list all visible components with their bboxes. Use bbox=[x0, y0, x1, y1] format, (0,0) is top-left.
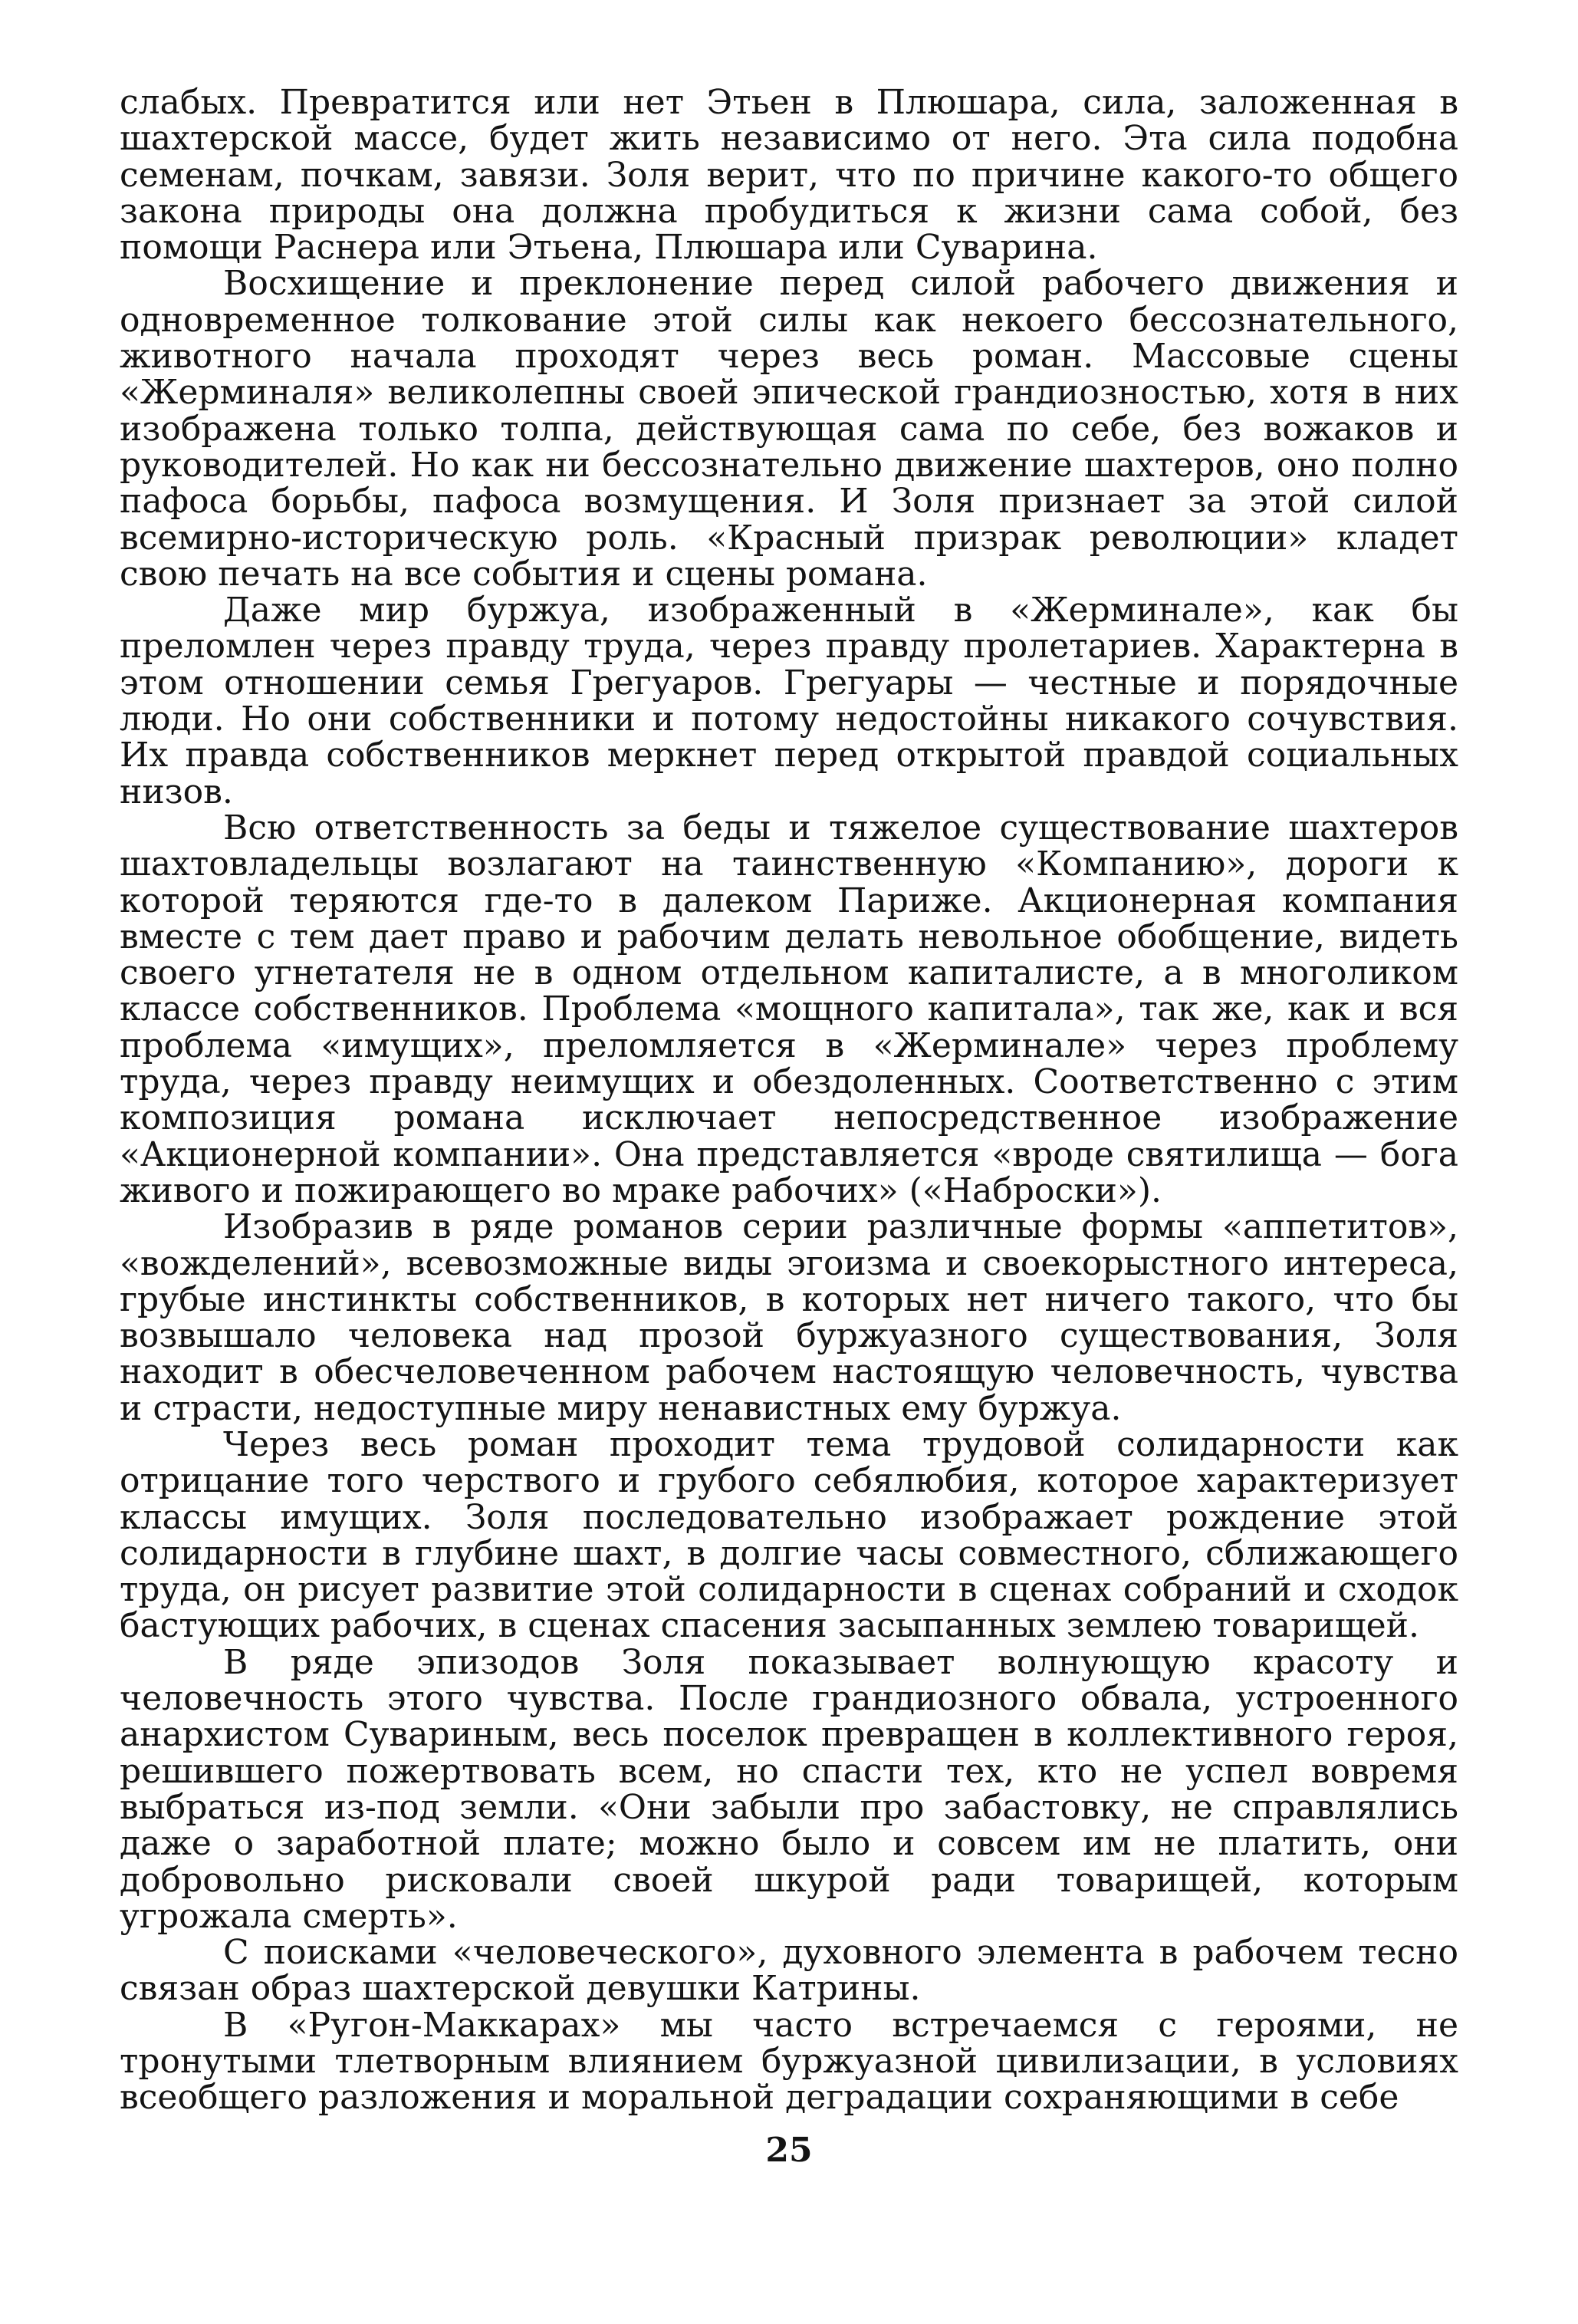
paragraph-8: С поисками «человеческого», духовного элемента в рабочем тесно связан образ шахтерской девушки Катрины. bbox=[120, 1933, 1458, 2009]
paragraph-7: В ряде эпизодов Золя показывает волнующую красоту и человечность этого чувства. После грандиозного обвала, устроенного анархистом Сувариным, весь поселок превращен в коллективного героя, решившего пожертвовать всем, но спасти тех, кто не успел вовремя выбраться из-под земли. «Они забыли про забастовку, не справлялись даже о заработной плате; можно было и совсем им не платить, они добровольно рисковали своей шкурой ради товарищей, которым угрожала смерть». bbox=[120, 1642, 1458, 1936]
paragraph-5: Изобразив в ряде романов серии различные формы «аппетитов», «вожделений», всевозможные виды эгоизма и своекорыстного интереса, грубые инстинкты собственников, в которых нет ничего такого, что бы возвышало человека над прозой буржуазного существования, Золя находит в обесчеловеченном рабочем настоящую человечность, чувства и страсти, недоступные миру ненавистных ему буржуа. bbox=[120, 1207, 1458, 1428]
paragraph-1: слабых. Превратится или нет Этьен в Плюшара, сила, заложенная в шахтерской массе, будет жить независимо от него. Эта сила подобна семенам, почкам, завязи. Золя верит, что по причине какого-то общего закона природы она должна пробудиться к жизни сама собой, без помощи Раснера или Этьена, Плюшара или Суварина. bbox=[120, 83, 1458, 268]
paragraph-4: Всю ответственность за беды и тяжелое существование шахтеров шахтовладельцы возлагают на таинственную «Компанию», дороги к которой теряются где-то в далеком Париже. Акционерная компания вместе с тем дает право и рабочим делать невольное обобщение, видеть своего угнетателя не в одном отдельном капиталисте, а в многоликом классе собственников. Проблема «мощного капитала», так же, как и вся проблема «имущих», преломляется в «Жерминале» через проблему труда, через правду неимущих и обездоленных. Соответственно с этим композиция романа исключает непосредственное изображение «Акционерной компании». Она представляется «вроде святилища — бога живого и пожирающего во мраке рабочих» («Наброски»). bbox=[120, 808, 1458, 1210]
page-number: 25 bbox=[765, 2131, 813, 2170]
paragraph-2: Восхищение и преклонение перед силой рабочего движения и одновременное толкование этой силы как некоего бессознательного, животного начала проходят через весь роман. Массовые сцены «Жерминаля» великолепны своей эпической грандиозностью, хотя в них изображена только толпа, действующая сама по себе, без вожаков и руководителей. Но как ни бессознательно движение шахтеров, оно полно пафоса борьбы, пафоса возмущения. И Золя признает за этой силой всемирно-историческую роль. «Красный призрак революции» кладет свою печать на все события и сцены романа. bbox=[120, 264, 1458, 594]
paragraph-6: Через весь роман проходит тема трудовой солидарности как отрицание того черствого и грубого себялюбия, которое характеризует классы имущих. Золя последовательно изображает рождение этой солидарности в глубине шахт, в долгие часы совместного, сближающего труда, он рисует развитие этой солидарности в сценах собраний и сходок бастующих рабочих, в сценах спасения засыпанных землею товарищей. bbox=[120, 1424, 1458, 1646]
body-text bbox=[120, 84, 1458, 2116]
paragraph-9: В «Ругон-Маккарах» мы часто встречаемся с героями, не тронутыми тлетворным влиянием буржуазной цивилизации, в условиях всеобщего разложения и моральной деградации сохраняющими в себе bbox=[120, 2005, 1458, 2118]
paragraph-3: Даже мир буржуа, изображенный в «Жерминале», как бы преломлен через правду труда, через правду пролетариев. Характерна в этом отношении семья Грегуаров. Грегуары — честные и порядочные люди. Но они собственники и потому недостойны никакого сочувствия. Их правда собственников меркнет перед открытой правдой социальных низов. bbox=[120, 591, 1458, 811]
